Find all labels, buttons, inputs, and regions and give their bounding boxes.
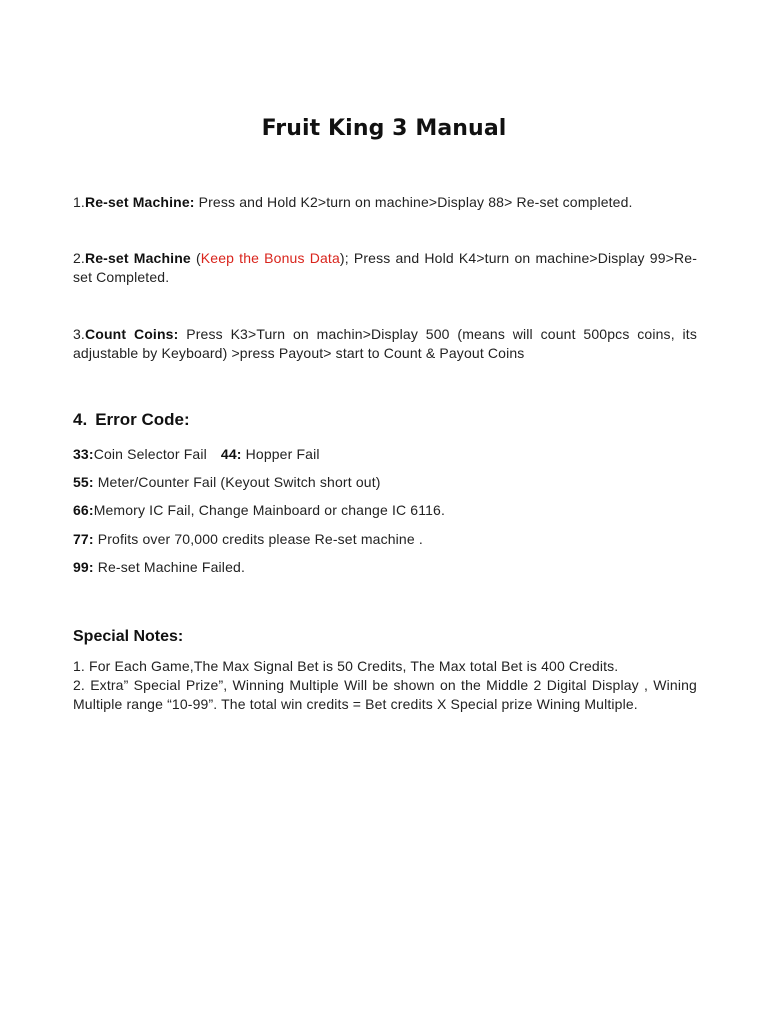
error-row-66 [73,501,445,520]
error-text-99: Re-set Machine Failed. [93,559,245,575]
reset-number: 1. [73,194,85,210]
keep-bonus-highlight: Keep the Bonus Data [200,250,340,266]
special-notes-heading: Special Notes: [73,628,184,645]
error-code-66: 66: [73,502,94,518]
count-coins-number: 3. [73,326,85,342]
error-text-44: Hopper Fail [241,446,320,462]
reset-bonus-open-paren: ( [190,250,201,266]
error-code-77: 77: [73,531,94,547]
count-coins-text: Press K3>Turn on machin>Display 500 (means will count 500pcs coins, its adjustable by Keyboard) >press Payout> start to Count & Payout Coins [73,326,697,361]
reset-bonus-instruction [73,249,697,287]
page-title: Fruit King 3 Manual [261,116,507,141]
reset-bonus-text: ); Press and Hold K4>turn on machine>Display 99>Re-set Completed. [73,250,697,285]
count-coins-label: Count Coins: [84,326,179,342]
error-code-55: 55: [73,474,94,490]
error-code-title: Error Code: [95,410,190,429]
error-text-77: Profits over 70,000 credits please Re-set machine . [93,531,423,547]
error-text-33: Coin Selector Fail [93,446,207,462]
reset-bonus-label: Re-set Machine [84,250,191,266]
error-row-77 [73,530,423,549]
error-row-99 [73,558,245,577]
special-notes-body [73,657,697,714]
error-row-33-44 [73,445,320,464]
error-code-44: 44: [220,446,242,462]
error-code-99: 99: [73,559,94,575]
error-text-55: Meter/Counter Fail (Keyout Switch short out) [93,474,381,490]
special-note-2: 2. Extra” Special Prize”, Winning Multiple Will be shown on the Middle 2 Digital Display , Wining Multiple range “10-99”. The total win credits = Bet credits X Special prize Wining Multiple. [73,677,697,712]
error-row-55 [73,473,381,492]
reset-text: Press and Hold K2>turn on machine>Display 88> Re-set completed. [194,194,633,210]
error-code-33: 33: [73,446,94,462]
error-code-heading [73,410,190,430]
count-coins-instruction [73,325,697,363]
reset-instruction [73,193,697,212]
reset-bonus-number: 2. [73,250,85,266]
error-text-66: Memory IC Fail, Change Mainboard or change IC 6116. [93,502,446,518]
error-code-number: 4. [73,410,88,429]
special-note-1: 1. For Each Game,The Max Signal Bet is 50 Credits, The Max total Bet is 400 Credits. [73,658,619,674]
reset-label: Re-set Machine: [84,194,195,210]
